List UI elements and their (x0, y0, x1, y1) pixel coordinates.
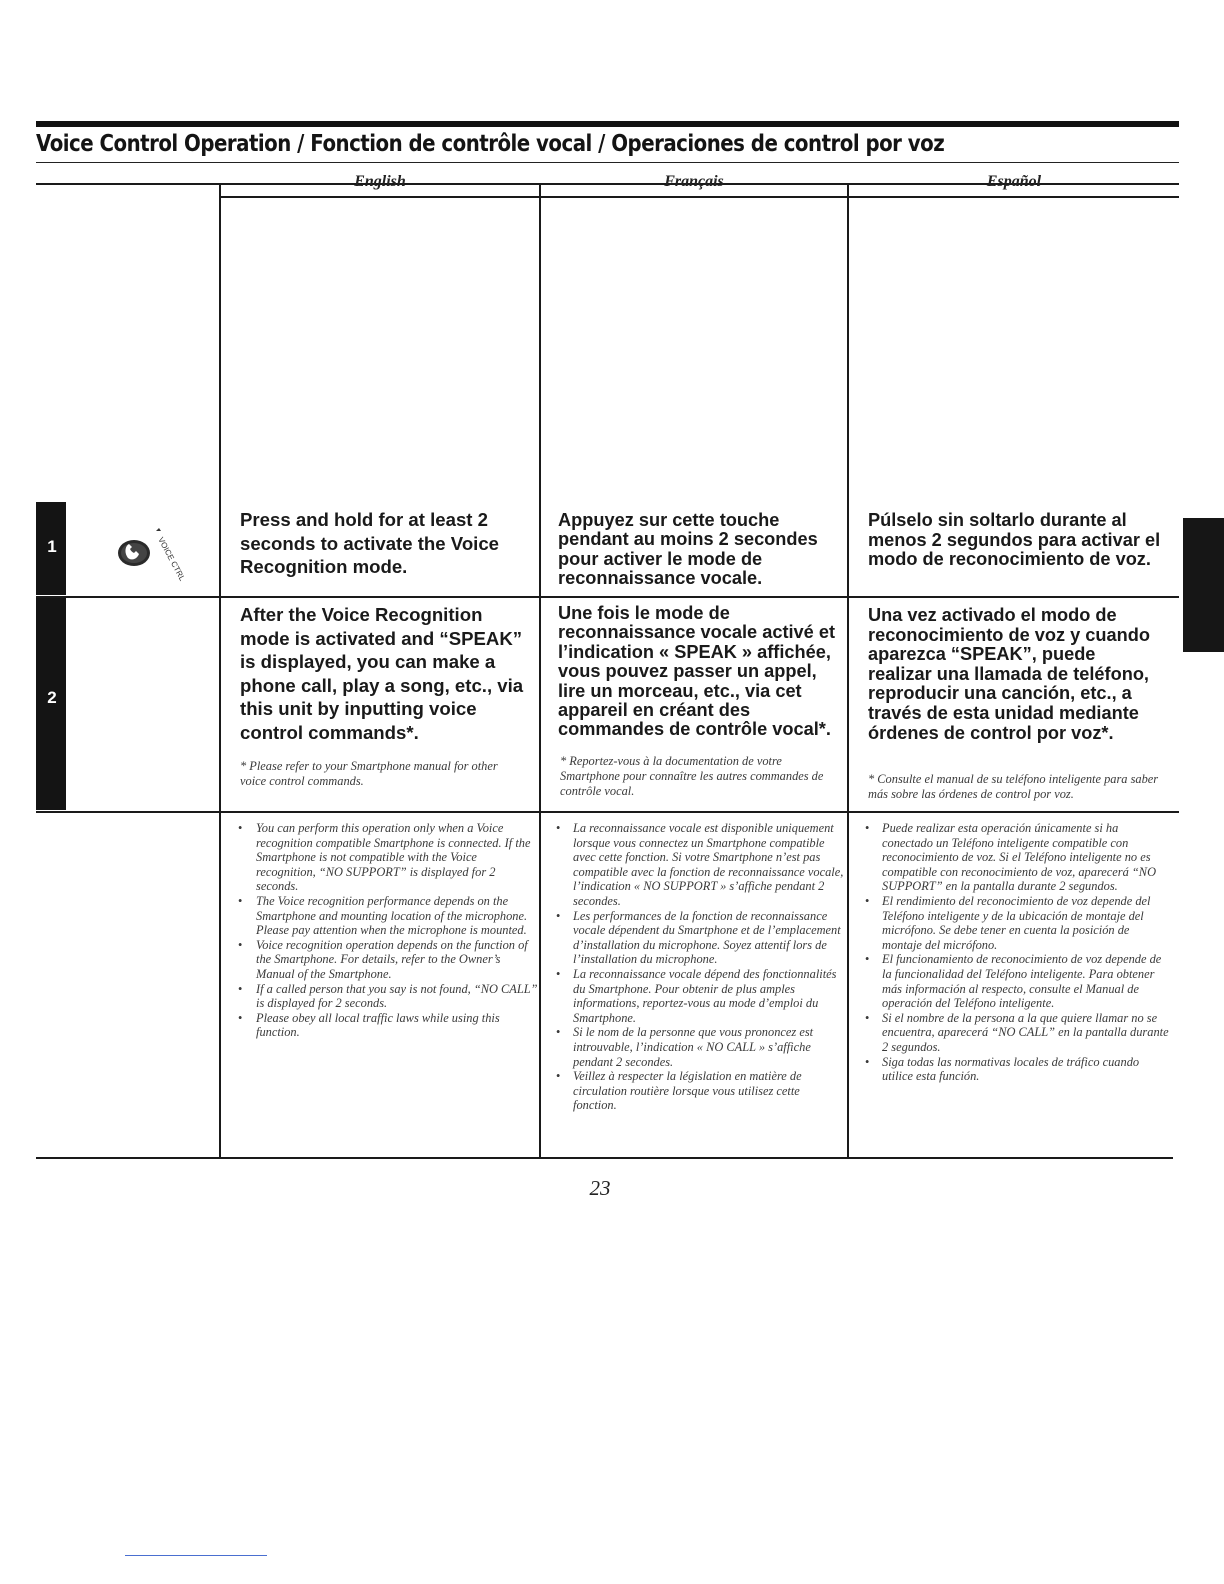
section-edge-tab (1183, 518, 1224, 652)
step-2-english: After the Voice Recognition mode is activated and “SPEAK” is displayed, you can make a phone call, play a song, etc., via this unit by inputting voice control commands*. (240, 604, 524, 743)
step-2-french-note: * Reportez-vous à la documentation de votre Smartphone pour connaître les autres commandes de contrôle vocal. (560, 754, 824, 798)
page-number: 23 (589, 1176, 611, 1200)
voice-ctrl-label: VOICE CTRL (156, 535, 187, 583)
top-rule (36, 121, 1179, 127)
column-divider-left (219, 184, 221, 1158)
table-bottom-line (36, 1157, 1173, 1159)
note-item: • Les performances de la fonction de reconnaissance vocale dépendent du Smartphone et de l’emplacement d’installation du microphone. Soyez attentif lors de l’installation du microphone. (553, 909, 845, 967)
note-item: • The Voice recognition performance depends on the Smartphone and mounting location of the microphone. Please pay attention when the microphone is mounted. (232, 894, 538, 938)
note-item: • You can perform this operation only when a Voice recognition compatible Smartphone is connected. If the Smartphone is not compatible with the Voice recognition, “NO SUPPORT” is displayed for 2 seconds. (232, 821, 538, 894)
step-1-french: Appuyez sur cette touche pendant au moins 2 secondes pour activer le mode de reconnaissance vocale. (558, 510, 818, 589)
footer-line (125, 1555, 267, 1556)
notes-french (553, 821, 845, 1113)
note-item: • Puede realizar esta operación únicamente si ha conectado un Teléfono inteligente compatible con reconocimiento de voz. Si el Teléfono inteligente no es compatible con reconocimiento de voz, aparecerá “NO SUPPORT” en la pantalla durante 2 segundos. (862, 821, 1172, 894)
note-item: • La reconnaissance vocale dépend des fonctionnalités du Smartphone. Pour obtenir de plus amples informations, reportez-vous au mode d’emploi du Smartphone. (553, 967, 845, 1025)
note-item: • Siga todas las normativas locales de tráfico cuando utilice esta función. (862, 1055, 1172, 1084)
step-2-spanish-note: * Consulte el manual de su teléfono inteligente para saber más sobre las órdenes de control por voz. (868, 772, 1159, 801)
note-item: • Please obey all local traffic laws while using this function. (232, 1011, 538, 1040)
note-item: • El rendimiento del reconocimiento de voz depende del Teléfono inteligente y de la ubicación de montaje del micrófono. Se debe tener en cuenta la posición de montaje del micrófono. (862, 894, 1172, 952)
note-item: • If a called person that you say is not found, “NO CALL” is displayed for 2 seconds. (232, 982, 538, 1011)
column-divider-right (847, 184, 849, 1158)
page-title: Voice Control Operation / Fonction de contrôle vocal / Operaciones de control por voz (36, 131, 945, 157)
step-2-number: 2 (47, 688, 57, 707)
step-2-spanish: Una vez activado el modo de reconocimiento de voz y cuando aparezca “SPEAK”, puede realizar una llamada de teléfono, reproducir una canción, etc., a través de esta unidad mediante órdenes de control por voz*. (868, 605, 1150, 743)
column-header-spanish: Español (986, 173, 1042, 190)
column-divider-mid (539, 184, 541, 1158)
note-item: • La reconnaissance vocale est disponible uniquement lorsque vous connectez un Smartphone compatible avec cette fonction. Si votre Smartphone n’est pas compatible avec la fonction de reconnaissance vocale, l’indication « NO SUPPORT » s’affiche pendant 2 secondes. (553, 821, 845, 909)
note-item: • Si el nombre de la persona a la que quiere llamar no se encuentra, aparecerá “NO CALL” en la pantalla durante 2 segundos. (862, 1011, 1172, 1055)
column-header-french: Français (664, 173, 724, 190)
phone-voice-ctrl-button-icon (112, 525, 192, 585)
row1-bottom-line (36, 596, 1179, 598)
row2-bottom-line (36, 811, 1179, 813)
notes-spanish (862, 821, 1172, 1084)
column-header-line (220, 196, 1179, 198)
note-item: • Voice recognition operation depends on the function of the Smartphone. For details, refer to the Owner’s Manual of the Smartphone. (232, 938, 538, 982)
step-1-spanish: Púlselo sin soltarlo durante al menos 2 segundos para activar el modo de reconocimiento de voz. (868, 510, 1161, 570)
note-item: • El funcionamiento de reconocimiento de voz depende de la funcionalidad del Teléfono inteligente. Para obtener más información al respecto, consulte el Manual de operación del Teléfono inteligente. (862, 952, 1172, 1010)
step-2-french: Une fois le mode de reconnaissance vocale activé et l’indication « SPEAK » affichée, vous pouvez passer un appel, lire un morceau, etc., via cet appareil en créant des commandes de contrôle vocal*. (558, 603, 836, 740)
note-item: • Veillez à respecter la législation en matière de circulation routière lorsque vous utilisez cette fonction. (553, 1069, 845, 1113)
step-1-number: 1 (47, 537, 57, 556)
notes-english (232, 821, 538, 1040)
note-item: • Si le nom de la personne que vous prononcez est introuvable, l’indication « NO CALL » s’affiche pendant 2 secondes. (553, 1025, 845, 1069)
step-1-english: Press and hold for at least 2 seconds to activate the Voice Recognition mode. (240, 509, 500, 577)
title-rule (36, 162, 1179, 163)
step-2-english-note: * Please refer to your Smartphone manual for other voice control commands. (240, 759, 498, 788)
column-header-english: English (354, 173, 406, 190)
